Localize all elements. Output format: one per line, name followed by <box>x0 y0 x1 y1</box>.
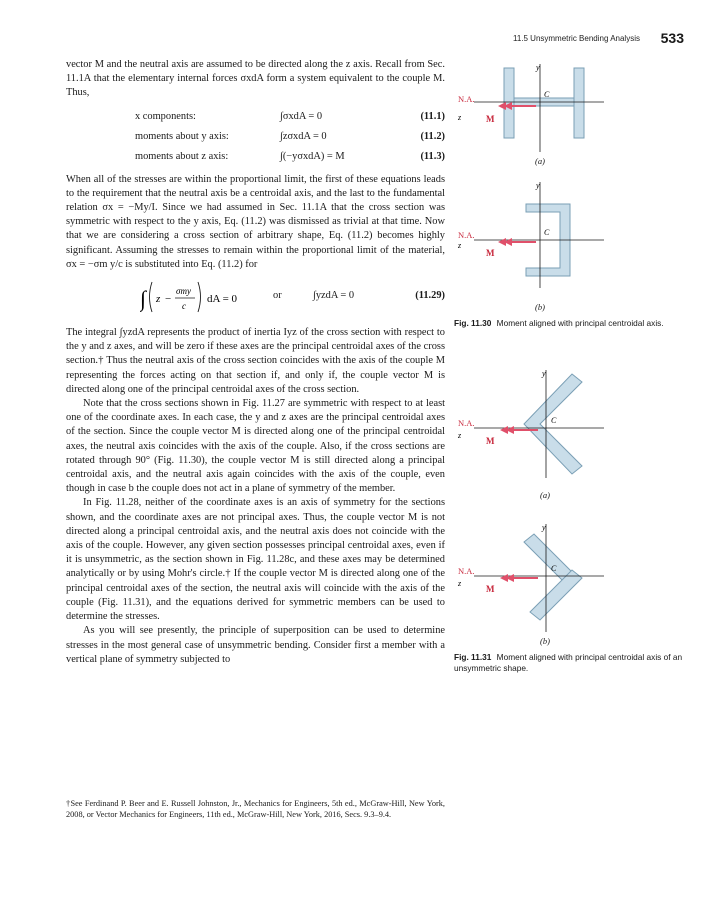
integral-sign: ∫ <box>140 286 147 312</box>
integral-yz: ∫yzdA = 0 <box>313 290 355 302</box>
c-label: C <box>551 416 557 425</box>
y-label: y <box>536 181 540 190</box>
section-title: 11.5 Unsymmetric Bending Analysis <box>512 34 640 43</box>
equation-expression: ∫(−yσxdA) = M <box>280 150 345 162</box>
right-paren <box>198 282 201 312</box>
z-label: z <box>458 579 462 588</box>
equation-expression: ∫zσxdA = 0 <box>280 130 327 142</box>
y-label: y <box>536 63 540 72</box>
main-text-column <box>66 58 445 667</box>
running-header <box>462 30 684 48</box>
fig-11-31b-sublabel: (b) <box>540 636 550 646</box>
figure-number: Fig. 11.31 <box>454 652 492 662</box>
z-label: z <box>458 113 462 122</box>
y-label: y <box>542 523 546 532</box>
equation-number: (11.1) <box>420 110 445 122</box>
paragraph-note-fig-11-27: Note that the cross sections shown in Fig. 11.27 are symmetric with respect to at least one of the coordinate axes. In each case, the y and z axes are the principal centroidal axes of the section. Since the couple vector M is directed along one of the principal centroidal axes, the neutral axis coincides with the axis of the couple. Also, if the cross sections are rotated through 90° (Fig. 11.30), the couple vector M is still directed along a principal centroidal axis, and the neutral axis again coincides with the axis of the couple, even though in case b the couple does not act in a plane of symmetry of the member. <box>66 398 445 495</box>
na-label: N.A. <box>458 418 475 428</box>
c-label: C <box>544 228 550 237</box>
equation-label: moments about y axis: <box>135 130 229 142</box>
figure-number: Fig. 11.30 <box>454 318 492 328</box>
fig-11-30a-sublabel: (a) <box>535 156 545 166</box>
fig-11-31-caption <box>454 652 694 674</box>
figure-11-30a <box>454 60 694 180</box>
footnote: †See Ferdinand P. Beer and E. Russell Johnston, Jr., Mechanics for Engineers, 5th ed., McGraw-Hill, New York, 2008, or Vector Mechanics for Engineers, 11th ed., McGraw-Hill, New York, 2016, Secs. 9.3–9.4. <box>66 799 445 819</box>
figure-11-30b <box>454 178 694 298</box>
left-paren <box>150 282 153 312</box>
fig-11-30b-sublabel: (b) <box>535 302 545 312</box>
equation-label: moments about z axis: <box>135 150 229 162</box>
equation-expression: ∫σxdA = 0 <box>280 110 323 122</box>
c-label: C <box>544 90 550 99</box>
integral-tail: dA = 0 <box>207 293 238 306</box>
equation-11-29 <box>66 276 445 320</box>
equation-11-3 <box>66 147 445 167</box>
equation-number: (11.29) <box>415 290 445 302</box>
fig-11-30-caption <box>454 318 694 329</box>
m-label: M <box>486 248 495 258</box>
equation-number: (11.3) <box>420 150 445 162</box>
fraction-numerator: σmy <box>176 286 191 297</box>
paragraph-proportional-limit: When all of the stresses are within the proportional limit, the first of these equations leads to the requirement that the neutral axis be a centroidal axis, and the last to the fundamental relation σx = −My/I. Since we had assumed in Sec. 11.1A that the cross section was symmetric with respect to the y axis, Eq. (11.2) was dismissed as trivial at that time. Now that we are considering a cross section of arbitrary shape, Eq. (11.2) becomes highly significant. Assuming the stresses to remain within the proportional limit of the material, σx = −σm y/c is substituted into Eq. (11.2) for <box>66 173 445 270</box>
z-label: z <box>458 241 462 250</box>
caption-text: Moment aligned with principal centroidal axis. <box>496 318 664 328</box>
equation-number: (11.2) <box>420 130 445 142</box>
m-label: M <box>486 114 495 124</box>
i-beam-section <box>504 68 584 138</box>
paragraph-product-of-inertia: The integral ∫yzdA represents the product of inertia Iyz of the cross section with respect to the y and z axes, and will be zero if these axes are the principal centroidal axes of the cross section.† Thus the neutral axis of the cross section coincides with the axis of the couple M representing the forces acting on that section if, and only if, the couple vector M is directed along one of the principal centroidal axes of the cross section. <box>66 327 445 395</box>
figure-11-31a <box>454 366 694 486</box>
na-label: N.A. <box>458 230 475 240</box>
y-label: y <box>542 369 546 378</box>
paragraph-superposition: As you will see presently, the principle of superposition can be used to determine stresses in the most general case of unsymmetric bending. Consider first a member with a vertical plane of symmetry subjected to <box>66 625 445 665</box>
paragraph-fig-11-28: In Fig. 11.28, neither of the coordinate axes is an axis of symmetry for the sections shown, and the coordinate axes are not principal axes. Thus, the couple vector M is not directed along a principal centroidal axis, and the neutral axis does not coincide with the axis of the couple. However, any given section possesses principal centroidal axes, even if it is unsymmetric, as the section shown in Fig. 11.28c, and these axes may be determined analytically or by using Mohr's circle.† If the couple vector M is directed along one of the principal centroidal axes of the section, the neutral axis will coincide with the axis of the couple (Fig. 11.31), and the equations derived for symmetric members can be used to determine the stresses. <box>66 497 445 623</box>
na-label: N.A. <box>458 566 475 576</box>
minus-sign: − <box>165 293 172 306</box>
figure-11-31b <box>454 520 694 640</box>
equation-11-2 <box>66 127 445 147</box>
m-label: M <box>486 584 495 594</box>
caption-text: Moment aligned with principal centroidal axis of an unsymmetric shape. <box>454 652 683 673</box>
integral-expression <box>140 276 250 320</box>
m-label: M <box>486 436 495 446</box>
page-number: 533 <box>660 30 684 46</box>
na-label: N.A. <box>458 94 475 104</box>
or-word: or <box>273 290 282 302</box>
equation-11-1 <box>66 107 445 127</box>
integrand-z: z <box>156 293 161 306</box>
fraction-denominator: c <box>182 301 186 312</box>
z-label: z <box>458 431 462 440</box>
intro-paragraph: vector M and the neutral axis are assumed to be directed along the z axis. Recall from Sec. 11.1A that the elementary internal forces σxdA form a system equivalent to the couple M. Thus, <box>66 59 445 99</box>
c-label: C <box>551 564 557 573</box>
equation-label: x components: <box>135 110 196 122</box>
fig-11-31a-sublabel: (a) <box>540 490 550 500</box>
i-beam-right-flange <box>574 68 584 138</box>
